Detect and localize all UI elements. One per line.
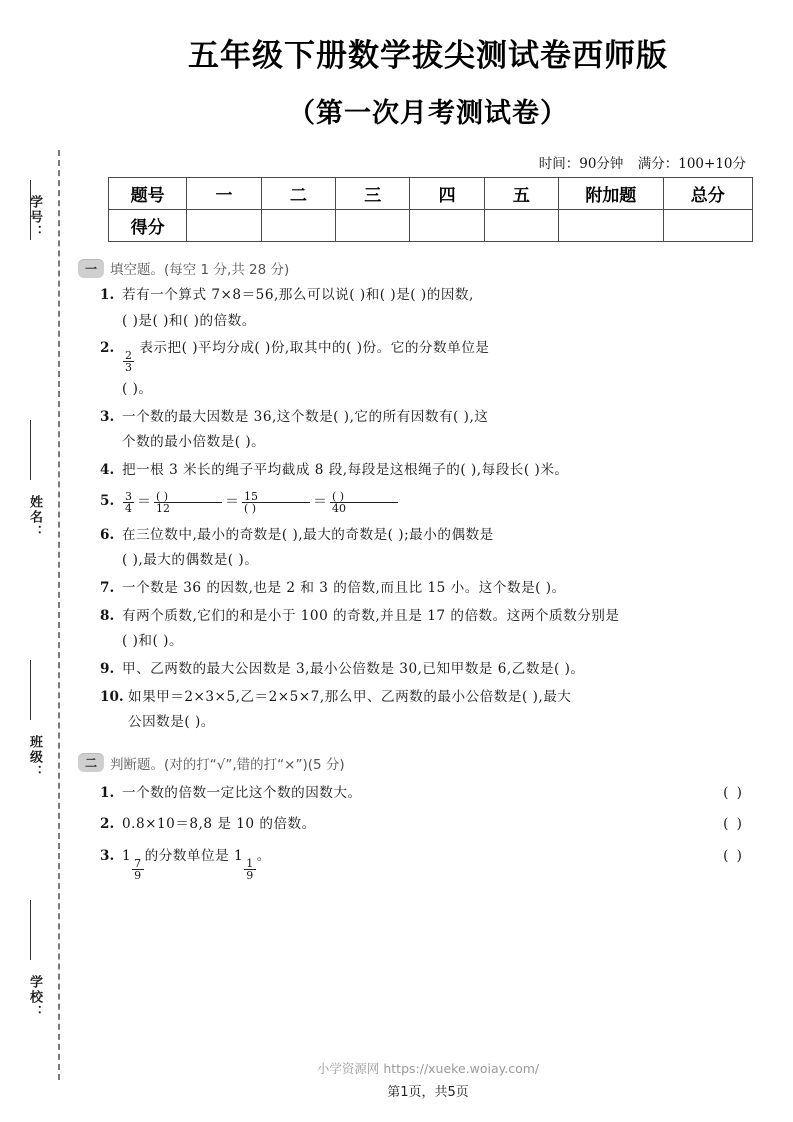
question-body (122, 525, 744, 571)
fraction-denominator: 3 (125, 361, 132, 375)
question-line-2: ( )是( )和( )的倍数。 (122, 312, 256, 329)
tf-question-1 (78, 783, 744, 804)
question-line-1: 一个数的倍数一定比这个数的因数大。 (122, 784, 362, 801)
equals-sign-1: ＝ (137, 493, 151, 510)
answer-bracket[interactable]: ( ) (723, 815, 744, 832)
question-line-1: 若有一个算式 7×8＝56,那么可以说( )和( )是( )的因数, (122, 287, 474, 303)
question-number: 1. (100, 287, 115, 303)
question-line-2: ( )和( )。 (122, 633, 184, 650)
fraction-2 (154, 491, 222, 515)
question-number: 4. (100, 461, 115, 478)
question-line-1: 甲、乙两数的最大公因数是 3,最小公倍数是 30,已知甲数是 6,乙数是( )。 (122, 660, 585, 677)
question-body (122, 606, 744, 652)
question-body (122, 846, 744, 882)
question-number: 3. (100, 848, 115, 865)
question-number: 1. (100, 784, 115, 801)
fraction-numerator: 7 (134, 856, 142, 870)
score-row-label-points: 得分 (109, 210, 187, 242)
score-col-5: 五 (484, 178, 558, 210)
question-line-1: 一个数的最大因数是 36,这个数是( ),它的所有因数有( ),这 (122, 408, 489, 425)
mixed-post-text: 。 (256, 848, 271, 865)
fraction-denominator: 40 (332, 502, 346, 516)
score-cell-1[interactable] (187, 210, 261, 242)
margin-rule-4 (30, 900, 31, 960)
mixed-mid-text: 的分数单位是 1 (144, 848, 244, 865)
question-10 (78, 687, 744, 733)
fraction-3 (242, 491, 310, 515)
question-line-1: 如果甲＝2×3×5,乙＝2×5×7,那么甲、乙两数的最小公倍数是( ),最大 (128, 688, 572, 705)
watermark-text: 小学资源网 https://xueke.woiay.com/ (316, 1061, 540, 1076)
answer-bracket[interactable]: ( ) (723, 784, 744, 801)
exam-page (78, 0, 778, 1122)
question-line-1: 一个数是 36 的因数,也是 2 和 3 的倍数,而且比 15 小。这个数是( )。 (122, 579, 566, 596)
question-body (122, 285, 744, 331)
score-table-wrap (78, 177, 778, 242)
question-3 (78, 407, 744, 453)
question-number: 7. (100, 579, 115, 596)
question-number: 5. (100, 492, 115, 509)
question-line-2: 个数的最小倍数是( )。 (122, 434, 266, 451)
exam-info (78, 152, 746, 172)
question-line-2: 公因数是( )。 (128, 714, 215, 731)
fraction-one-ninth (244, 858, 256, 882)
fraction-denominator: 4 (125, 502, 132, 516)
score-cell-bonus[interactable] (559, 210, 663, 242)
question-line-1: 表示把( )平均分成( )份,取其中的( )份。它的分数单位是 (139, 340, 490, 357)
question-6 (78, 525, 744, 571)
question-5 (78, 491, 744, 515)
score-table (108, 177, 753, 242)
question-number: 8. (100, 607, 115, 624)
score-col-bonus: 附加题 (559, 178, 663, 210)
score-cell-3[interactable] (336, 210, 410, 242)
question-number: 2. (100, 815, 115, 832)
question-8 (78, 606, 744, 652)
mixed-whole-part-1: 1 (122, 848, 132, 865)
question-body (122, 460, 744, 481)
question-body (122, 338, 744, 399)
fraction-denominator: 12 (156, 502, 170, 516)
question-4 (78, 460, 744, 481)
score-col-1: 一 (187, 178, 261, 210)
fraction-numerator: 1 (246, 856, 254, 870)
question-list (78, 783, 744, 882)
question-1 (78, 285, 744, 331)
question-9 (78, 659, 744, 680)
score-col-4: 四 (410, 178, 484, 210)
page-footer (78, 1059, 778, 1100)
question-2 (78, 338, 744, 399)
section-title: 判断题。(对的打“√”,错的打“×”)(5 分) (110, 756, 345, 773)
fraction-1 (123, 491, 134, 515)
question-list (78, 285, 744, 733)
margin-dashed-divider (58, 150, 60, 1080)
fraction-numerator: ( ) (330, 491, 398, 504)
fraction-two-thirds (123, 350, 134, 374)
question-body (122, 407, 744, 453)
question-body (122, 491, 744, 515)
fraction-denominator: 9 (246, 869, 254, 883)
section-true-false (78, 753, 778, 882)
score-col-2: 二 (261, 178, 335, 210)
question-body (122, 659, 744, 680)
fraction-numerator: ( ) (154, 491, 222, 504)
score-col-3: 三 (336, 178, 410, 210)
equals-sign-2: ＝ (225, 493, 239, 510)
margin-rule-3 (30, 660, 31, 720)
equals-sign-3: ＝ (313, 493, 327, 510)
question-line-2: ( ),最大的偶数是( )。 (122, 552, 259, 569)
margin-label-class: 班级： (27, 735, 42, 780)
section-badge-icon: 一 (78, 259, 104, 278)
question-body (122, 783, 744, 804)
fraction-equation (122, 491, 744, 515)
question-number: 10. (100, 688, 124, 705)
question-line-1: 0.8×10＝8,8 是 10 的倍数。 (122, 815, 316, 832)
fraction-seven-ninths (132, 858, 144, 882)
question-number: 9. (100, 660, 115, 677)
question-number: 3. (100, 408, 115, 425)
fraction-numerator: 3 (125, 489, 132, 503)
section-header (78, 753, 744, 773)
margin-rule-2 (30, 420, 31, 480)
left-margin-strip (0, 0, 78, 1122)
fraction-4 (330, 491, 398, 515)
score-row-label-question: 题号 (109, 178, 187, 210)
exam-time: 时间：90分钟 (538, 156, 624, 172)
table-row (109, 210, 753, 242)
margin-label-student-id: 学号： (27, 195, 42, 240)
question-number: 6. (100, 526, 115, 543)
answer-bracket[interactable]: ( ) (723, 848, 744, 865)
fraction-numerator: 15 (242, 491, 310, 504)
section-header (78, 258, 744, 278)
question-line-2: ( )。 (122, 380, 153, 397)
score-cell-5[interactable] (484, 210, 558, 242)
section-fill-in-blank (78, 258, 778, 733)
question-body (128, 687, 744, 733)
table-row (109, 178, 753, 210)
question-line-1: 在三位数中,最小的奇数是( ),最大的奇数是( );最小的偶数是 (122, 526, 494, 543)
question-7 (78, 578, 744, 599)
fraction-denominator: 9 (134, 869, 142, 883)
page-number: 第1页，共5页 (387, 1085, 469, 1100)
question-body (122, 814, 744, 835)
question-number: 2. (100, 340, 115, 357)
page-title: 五年级下册数学拔尖测试卷西师版 (188, 38, 668, 74)
page-subtitle: （第一次月考测试卷） (288, 98, 568, 129)
score-cell-2[interactable] (261, 210, 335, 242)
section-badge-icon: 二 (78, 753, 104, 772)
tf-question-2 (78, 814, 744, 835)
score-cell-total[interactable] (663, 210, 752, 242)
score-cell-4[interactable] (410, 210, 484, 242)
question-body (122, 578, 744, 599)
margin-label-school: 学校： (27, 975, 42, 1020)
section-title: 填空题。(每空 1 分,共 28 分) (110, 262, 290, 278)
score-col-total: 总分 (663, 178, 752, 210)
question-line-1: 把一根 3 米长的绳子平均截成 8 段,每段是这根绳子的( ),每段长( )米。 (122, 461, 569, 478)
margin-label-name: 姓名： (27, 495, 42, 540)
tf-question-3 (78, 846, 744, 882)
exam-full-marks: 满分：100+10分 (637, 156, 746, 172)
fraction-numerator: 2 (125, 348, 132, 362)
fraction-denominator: ( ) (244, 502, 257, 516)
mixed-number-expression (122, 846, 271, 882)
question-line-1: 有两个质数,它们的和是小于 100 的奇数,并且是 17 的倍数。这两个质数分别是 (122, 607, 620, 624)
